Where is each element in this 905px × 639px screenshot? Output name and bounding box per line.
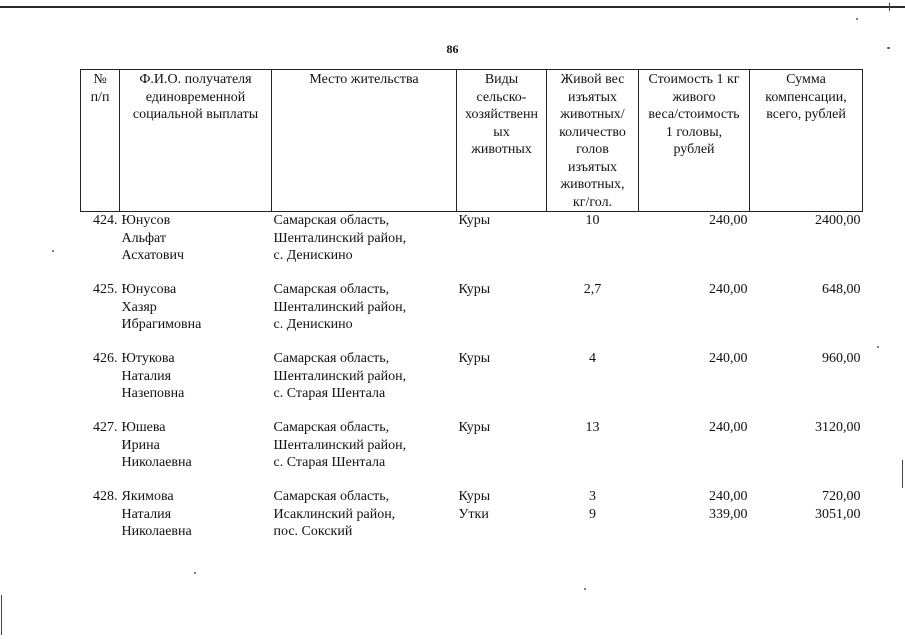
table-row [81, 419, 863, 488]
scan-edge-mark [1, 595, 2, 635]
column-header-unit-price: Стоимость 1 кг живого веса/стоимость 1 головы, рублей [639, 70, 750, 212]
row-number: 427. [93, 420, 118, 435]
scan-speck [194, 572, 196, 574]
total-sum: 648,00 [822, 282, 861, 297]
recipient-name: Юшева Ирина Николаевна [121, 420, 192, 470]
scan-speck [52, 250, 54, 252]
animal-type: Куры [458, 420, 491, 435]
column-header-weight-count: Живой вес изъятых животных/ количество голов изъятых животных, кг/гол. [547, 70, 639, 212]
table-row [81, 350, 863, 419]
residence: Самарская область, Шенталинский район, с. Старая Шентала [273, 351, 407, 401]
column-header-residence: Место жительства [272, 70, 457, 212]
compensation-table [80, 69, 863, 548]
residence: Самарская область, Шенталинский район, с. Старая Шентала [273, 420, 407, 470]
scan-speck [856, 18, 858, 20]
animal-type: Куры [458, 351, 491, 366]
residence: Самарская область, Шенталинский район, с. Денискино [273, 282, 407, 332]
recipient-name: Юнусова Хазяр Ибрагимовна [121, 282, 202, 332]
weight-count: 10 [585, 213, 600, 228]
weight-count: 3 9 [589, 489, 596, 522]
unit-price: 240,00 [709, 282, 748, 297]
unit-price: 240,00 [709, 420, 748, 435]
scan-speck [887, 47, 890, 49]
total-sum: 2400,00 [815, 213, 861, 228]
animal-type: Куры Утки [458, 489, 491, 522]
table-header [81, 70, 863, 212]
table-row [81, 488, 863, 548]
unit-price: 240,00 [709, 351, 748, 366]
recipient-name: Якимова Наталия Николаевна [121, 489, 192, 539]
weight-count: 2,7 [583, 282, 602, 297]
column-header-total-sum: Сумма компенсации, всего, рублей [750, 70, 863, 212]
scan-speck [877, 346, 879, 348]
recipient-name: Юнусов Альфат Асхатович [121, 213, 185, 263]
row-number: 428. [93, 489, 118, 504]
scan-speck [584, 588, 586, 590]
table-row [81, 281, 863, 350]
row-number: 425. [93, 282, 118, 297]
unit-price: 240,00 339,00 [709, 489, 748, 522]
table-row [81, 212, 863, 282]
total-sum: 960,00 [822, 351, 861, 366]
total-sum: 720,00 3051,00 [815, 489, 861, 522]
residence: Самарская область, Исаклинский район, пос. Сокский [273, 489, 396, 539]
top-rule [0, 6, 905, 8]
row-number: 426. [93, 351, 118, 366]
column-header-animal-type: Виды сельско- хозяйственн ых животных [457, 70, 547, 212]
unit-price: 240,00 [709, 213, 748, 228]
recipient-name: Ютукова Наталия Назеповна [121, 351, 185, 401]
residence: Самарская область, Шенталинский район, с. Денискино [273, 213, 407, 263]
row-number: 424. [93, 213, 118, 228]
weight-count: 4 [589, 351, 596, 366]
scan-edge-mark [889, 3, 890, 11]
weight-count: 13 [585, 420, 600, 435]
total-sum: 3120,00 [815, 420, 861, 435]
animal-type: Куры [458, 282, 491, 297]
animal-type: Куры [458, 213, 491, 228]
scan-edge-mark [902, 460, 903, 488]
column-header-recipient: Ф.И.О. получателя единовременной социальной выплаты [120, 70, 272, 212]
page-number: 86 [446, 42, 459, 56]
column-header-number: № п/п [81, 70, 120, 212]
